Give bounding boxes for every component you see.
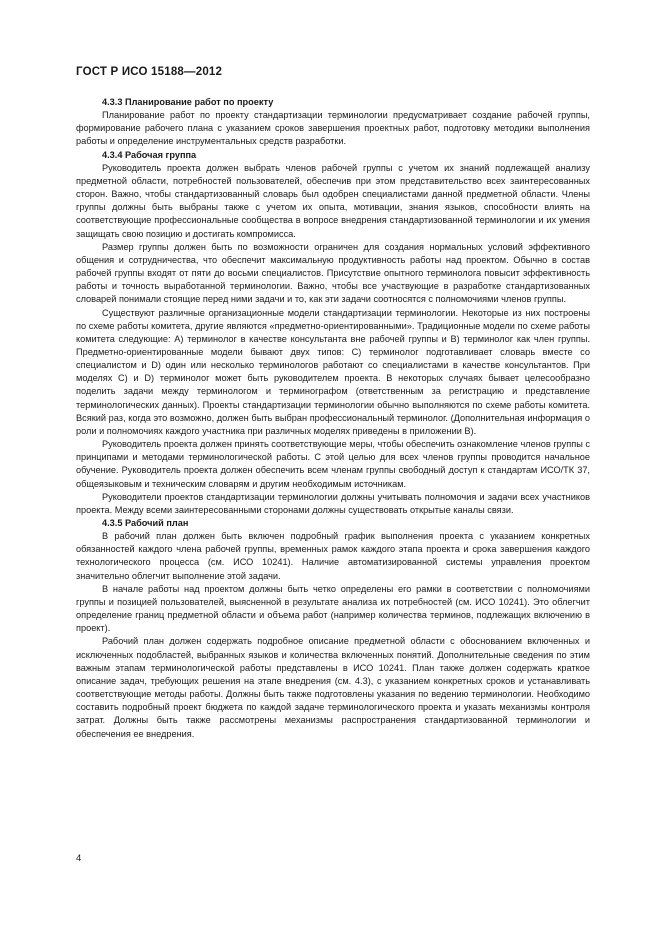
- document-body: [76, 96, 590, 741]
- paragraph: Руководитель проекта должен выбрать членов рабочей группы с учетом их знаний подлежащей анализу предметной области, потребностей пользователей, обеспечив при этом представительство всех заинтересованных сторон. Важно, чтобы стандартизованный словарь был одобрен специалистами данной предметной области. Члены группы должны быть выбраны также с учетом их опыта, мотивации, знания языков, способности влиять на соответствующие профессиональные сообщества в вопросе внедрения стандартизованной терминологии и их умения защищать свою позицию и достигать компромисса.: [76, 162, 590, 239]
- page-number: 4: [76, 853, 82, 864]
- section-heading: 4.3.4 Рабочая группа: [102, 149, 197, 160]
- paragraph: Руководители проектов стандартизации терминологии должны учитывать полномочия и задачи всех участников проекта. Между всеми заинтересованными сторонами должны существовать открытые каналы связи.: [76, 491, 590, 515]
- paragraph: Существуют различные организационные модели стандартизации терминологии. Некоторые из них построены по схеме работы комитета, другие являются «предметно-ориентированными». Традиционные модели по схеме работы комитета следующие: А) терминолог в качестве консультанта вне рабочей группы и В) терминолог как член группы. Предметно-ориентированные модели бывают двух типов: С) терминолог подготавливает словарь вместе со специалистом и D) один или несколько терминологов работают со специалистами в качестве консультантов. При моделях С) и D) терминолог может быть руководителем проекта. В некоторых случаях бывает целесообразно поделить задачи между терминологом и терминографом (ответственным за регистрацию и представление терминологических данных). Проекты стандартизации терминологии обычно выполняются по схеме работы комитета. Всякий раз, когда это возможно, должен быть выбран профессиональный терминолог. (Дополнительная информация о роли и полномочиях каждого участника при различных моделях приведены в приложении В).: [76, 307, 590, 436]
- paragraph: Планирование работ по проекту стандартизации терминологии предусматривает создание рабочей группы, формирование рабочего плана с указанием сроков завершения проектных работ, подготовку методики выполнения работы и определение инструментальных средств разработки.: [76, 110, 590, 147]
- document-header: ГОСТ Р ИСО 15188—2012: [76, 66, 223, 78]
- paragraph: Руководитель проекта должен принять соответствующие меры, чтобы обеспечить ознакомление членов группы с принципами и методами терминологической работы. С этой целью для всех членов группы проводится начальное обучение. Руководитель проекта должен обеспечить всем членам группы свободный доступ к стандартам ИСО/ТК 37, общеязыковым и техническим словарям и другим необходимым источникам.: [76, 439, 590, 489]
- paragraph: Размер группы должен быть по возможности ограничен для создания нормальных условий эффективного общения и сотрудничества, что обеспечит максимальную продуктивность работы над проектом. Обычно в состав рабочей группы входят от пяти до восьми специалистов. Присутствие опытного терминолога повысит эффективность работы и точность выработанной терминологии. Важно, чтобы все участвующие в разработке стандартизованных словарей понимали стоящие перед ними задачи и то, как эти задачи соотносятся с полномочиями членов группы.: [76, 241, 590, 305]
- paragraph: В рабочий план должен быть включен подробный график выполнения проекта с указанием конкретных обязанностей каждого члена рабочей группы, временных рамок каждого этапа проекта и срока завершения каждого технологического процесса (см. ИСО 10241). Наличие автоматизированной системы управления проектом значительно облегчит выполнение этой задачи.: [76, 531, 590, 581]
- section-heading: 4.3.5 Рабочий план: [102, 518, 189, 528]
- paragraph: В начале работы над проектом должны быть четко определены его рамки в соответствии с полномочиями группы и позицией пользователей, выясненной в результате анализа их потребностей (см. ИСО 10241). Это облегчит определение границ предметной области и объема работ (например количества терминов, подлежащих включению в проект).: [76, 583, 590, 634]
- section-heading: 4.3.3 Планирование работ по проекту: [102, 97, 274, 107]
- paragraph: Рабочий план должен содержать подробное описание предметной области с обоснованием включенных и исключенных подобластей, выбранных языков и количества включенных понятий. Дополнительные сведения по этим важным этапам терминологической работы представлены в ИСО 10241. План также должен содержать краткое описание задач, требующих решения на этапе внедрения (см. 4.3), с указанием конкретных сроков и устанавливать соответствующие методы работы. Должны быть также подготовлены указания по ведению терминологии. Необходимо составить подробный проект бюджета по каждой задаче терминологического проекта и указать механизмы контроля затрат. Должны быть также рассмотрены механизмы распространения стандартизованной терминологии и обеспечения ее внедрения.: [76, 636, 590, 739]
